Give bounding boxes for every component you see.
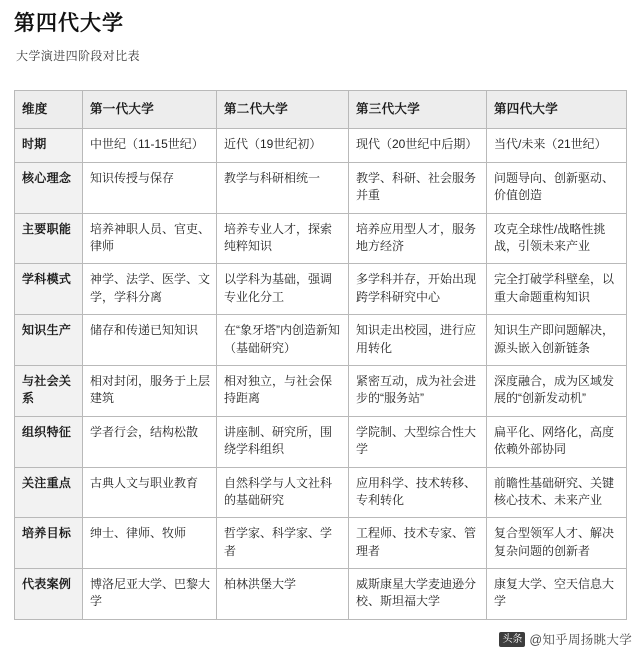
table-cell: 前瞻性基础研究、关键核心技术、未来产业 bbox=[487, 467, 627, 518]
table-row bbox=[15, 162, 627, 213]
table-cell: 深度融合，成为区域发展的“创新发动机” bbox=[487, 365, 627, 416]
table-cell: 当代/未来（21世纪） bbox=[487, 129, 627, 162]
table-header-row bbox=[15, 91, 627, 129]
table-cell: 中世纪（11-15世纪） bbox=[83, 129, 217, 162]
table-cell: 柏林洪堡大学 bbox=[217, 569, 349, 620]
table-cell: 问题导向、创新驱动、价值创造 bbox=[487, 162, 627, 213]
row-header: 组织特征 bbox=[15, 416, 83, 467]
table-cell: 近代（19世纪初） bbox=[217, 129, 349, 162]
table-cell: 相对封闭，服务于上层建筑 bbox=[83, 365, 217, 416]
table-cell: 康复大学、空天信息大学 bbox=[487, 569, 627, 620]
table-cell: 绅士、律师、牧师 bbox=[83, 518, 217, 569]
column-header-gen1: 第一代大学 bbox=[83, 91, 217, 129]
table-row bbox=[15, 416, 627, 467]
row-header: 关注重点 bbox=[15, 467, 83, 518]
table-row bbox=[15, 518, 627, 569]
column-header-gen2: 第二代大学 bbox=[217, 91, 349, 129]
table-cell: 知识传授与保存 bbox=[83, 162, 217, 213]
table-cell: 以学科为基础，强调专业化分工 bbox=[217, 264, 349, 315]
table-row bbox=[15, 129, 627, 162]
comparison-table bbox=[14, 90, 627, 620]
comparison-table-container bbox=[0, 64, 640, 620]
table-cell: 培养神职人员、官吏、律师 bbox=[83, 213, 217, 264]
row-header: 与社会关系 bbox=[15, 365, 83, 416]
table-cell: 讲座制、研究所，围绕学科组织 bbox=[217, 416, 349, 467]
table-cell: 自然科学与人文社科的基础研究 bbox=[217, 467, 349, 518]
table-cell: 学者行会，结构松散 bbox=[83, 416, 217, 467]
table-cell: 神学、法学、医学、文学，学科分离 bbox=[83, 264, 217, 315]
table-cell: 储存和传递已知知识 bbox=[83, 315, 217, 366]
table-cell: 教学、科研、社会服务并重 bbox=[349, 162, 487, 213]
row-header: 时期 bbox=[15, 129, 83, 162]
table-cell: 培养应用型人才，服务地方经济 bbox=[349, 213, 487, 264]
column-header-gen3: 第三代大学 bbox=[349, 91, 487, 129]
table-header bbox=[15, 91, 627, 129]
table-cell: 学院制、大型综合性大学 bbox=[349, 416, 487, 467]
table-row bbox=[15, 264, 627, 315]
table-cell: 教学与科研相统一 bbox=[217, 162, 349, 213]
page-title: 第四代大学 bbox=[14, 12, 124, 35]
table-cell: 攻克全球性/战略性挑战，引领未来产业 bbox=[487, 213, 627, 264]
table-row bbox=[15, 213, 627, 264]
table-cell: 知识走出校园，进行应用转化 bbox=[349, 315, 487, 366]
watermark-text: @知乎周扬眺大学 bbox=[529, 633, 632, 647]
table-row bbox=[15, 467, 627, 518]
table-cell: 完全打破学科壁垒，以重大命题重构知识 bbox=[487, 264, 627, 315]
table-row bbox=[15, 365, 627, 416]
column-header-dimension: 维度 bbox=[15, 91, 83, 129]
table-cell: 多学科并存，开始出现跨学科研究中心 bbox=[349, 264, 487, 315]
table-cell: 古典人文与职业教育 bbox=[83, 467, 217, 518]
table-cell: 扁平化、网络化，高度依赖外部协同 bbox=[487, 416, 627, 467]
table-cell: 应用科学、技术转移、专利转化 bbox=[349, 467, 487, 518]
table-cell: 知识生产即问题解决，源头嵌入创新链条 bbox=[487, 315, 627, 366]
table-cell: 工程师、技术专家、管理者 bbox=[349, 518, 487, 569]
row-header: 核心理念 bbox=[15, 162, 83, 213]
row-header: 知识生产 bbox=[15, 315, 83, 366]
table-cell: 培养专业人才，探索纯粹知识 bbox=[217, 213, 349, 264]
table-cell: 相对独立，与社会保持距离 bbox=[217, 365, 349, 416]
table-body bbox=[15, 129, 627, 619]
table-cell: 现代（20世纪中后期） bbox=[349, 129, 487, 162]
row-header: 主要职能 bbox=[15, 213, 83, 264]
row-header: 代表案例 bbox=[15, 569, 83, 620]
row-header: 学科模式 bbox=[15, 264, 83, 315]
table-row bbox=[15, 569, 627, 620]
table-cell: 博洛尼亚大学、巴黎大学 bbox=[83, 569, 217, 620]
table-cell: 紧密互动，成为社会进步的“服务站” bbox=[349, 365, 487, 416]
table-cell: 在“象牙塔”内创造新知（基础研究） bbox=[217, 315, 349, 366]
page-subtitle: 大学演进四阶段对比表 bbox=[16, 49, 141, 64]
watermark-badge: 头条 bbox=[499, 632, 525, 647]
table-cell: 哲学家、科学家、学者 bbox=[217, 518, 349, 569]
watermark bbox=[499, 630, 632, 648]
row-header: 培养目标 bbox=[15, 518, 83, 569]
column-header-gen4: 第四代大学 bbox=[487, 91, 627, 129]
table-cell: 威斯康星大学麦迪逊分校、斯坦福大学 bbox=[349, 569, 487, 620]
table-cell: 复合型领军人才、解决复杂问题的创新者 bbox=[487, 518, 627, 569]
table-row bbox=[15, 315, 627, 366]
